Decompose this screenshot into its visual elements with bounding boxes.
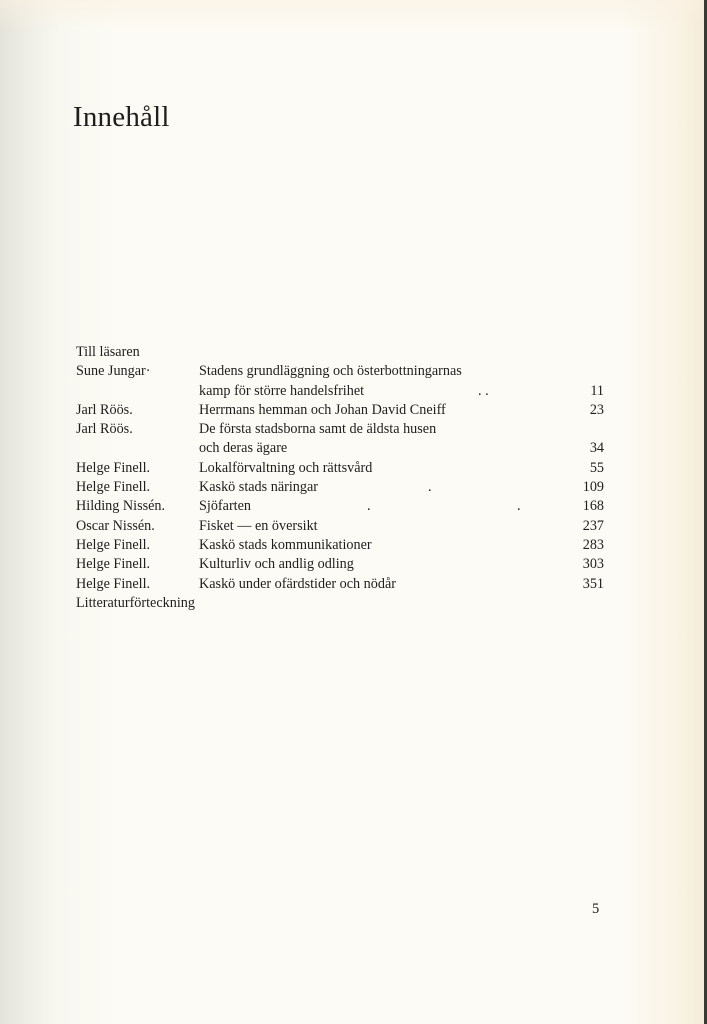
toc-page-number: 351 bbox=[582, 575, 604, 592]
toc-chapter-title: Kaskö under ofärdstider och nödår bbox=[199, 575, 396, 592]
toc-chapter-title: Kaskö stads kommunikationer bbox=[199, 536, 372, 553]
toc-entry bbox=[76, 401, 604, 420]
toc-author: Oscar Nissén. bbox=[76, 517, 155, 534]
toc-page-number: 283 bbox=[582, 536, 604, 553]
toc-entry bbox=[76, 536, 604, 555]
toc-page-number: 109 bbox=[582, 479, 604, 496]
toc-author: Helge Finell. bbox=[76, 556, 151, 573]
toc-entry bbox=[76, 459, 604, 478]
toc-author: Helge Finell. bbox=[76, 459, 151, 476]
toc-author: Litteraturförteckning bbox=[76, 594, 195, 611]
toc-entry bbox=[76, 382, 604, 401]
toc-page-number: 168 bbox=[582, 498, 604, 515]
toc-entry bbox=[76, 439, 604, 458]
toc-chapter-title: Herrmans hemman och Johan David Cneiff bbox=[199, 401, 446, 418]
toc-entry bbox=[76, 575, 604, 594]
toc-author: Helge Finell. bbox=[76, 536, 151, 553]
toc-chapter-title: De första stadsborna samt de äldsta husen bbox=[199, 421, 437, 438]
toc-author: Helge Finell. bbox=[76, 479, 151, 496]
toc-entry bbox=[76, 497, 604, 516]
leader-dots: . bbox=[367, 498, 371, 515]
toc-entry bbox=[76, 555, 604, 574]
toc-chapter-title: kamp för större handelsfrihet bbox=[199, 382, 365, 399]
toc-entry bbox=[76, 343, 604, 362]
toc-author: Sune Jungar· bbox=[76, 363, 151, 380]
toc-entry bbox=[76, 420, 604, 439]
toc-entry bbox=[76, 362, 604, 381]
toc-page-number: 23 bbox=[589, 401, 604, 418]
toc-chapter-title: Lokalförvaltning och rättsvård bbox=[199, 459, 373, 476]
toc-page-number: 303 bbox=[582, 556, 604, 573]
table-of-contents bbox=[76, 343, 604, 613]
toc-chapter-title: och deras ägare bbox=[199, 440, 288, 457]
toc-page-number: 237 bbox=[582, 517, 604, 534]
leader-dots: . bbox=[517, 498, 521, 515]
page-title: Innehåll bbox=[73, 101, 170, 133]
toc-author: Till läsaren bbox=[76, 344, 140, 360]
toc-entry bbox=[76, 478, 604, 497]
toc-chapter-title: Fisket — en översikt bbox=[199, 517, 318, 534]
toc-chapter-title: Kulturliv och andlig odling bbox=[199, 556, 354, 573]
toc-page-number: 55 bbox=[589, 459, 604, 476]
toc-entry bbox=[76, 594, 604, 613]
toc-author: Jarl Röös. bbox=[76, 421, 133, 438]
toc-page-number: 11 bbox=[590, 382, 604, 399]
toc-author: Hilding Nissén. bbox=[76, 498, 166, 515]
toc-chapter-title: Sjöfarten bbox=[199, 498, 252, 515]
leader-dots: . bbox=[428, 479, 432, 496]
page-number: 5 bbox=[592, 901, 600, 917]
toc-page-number: 34 bbox=[589, 440, 604, 457]
toc-chapter-title: Stadens grundläggning och österbottningarnas bbox=[199, 363, 462, 380]
toc-author: Helge Finell. bbox=[76, 575, 151, 592]
leader-dots: . . bbox=[478, 382, 489, 399]
toc-chapter-title: Kaskö stads näringar bbox=[199, 479, 318, 496]
toc-author: Jarl Röös. bbox=[76, 401, 133, 418]
toc-entry bbox=[76, 517, 604, 536]
